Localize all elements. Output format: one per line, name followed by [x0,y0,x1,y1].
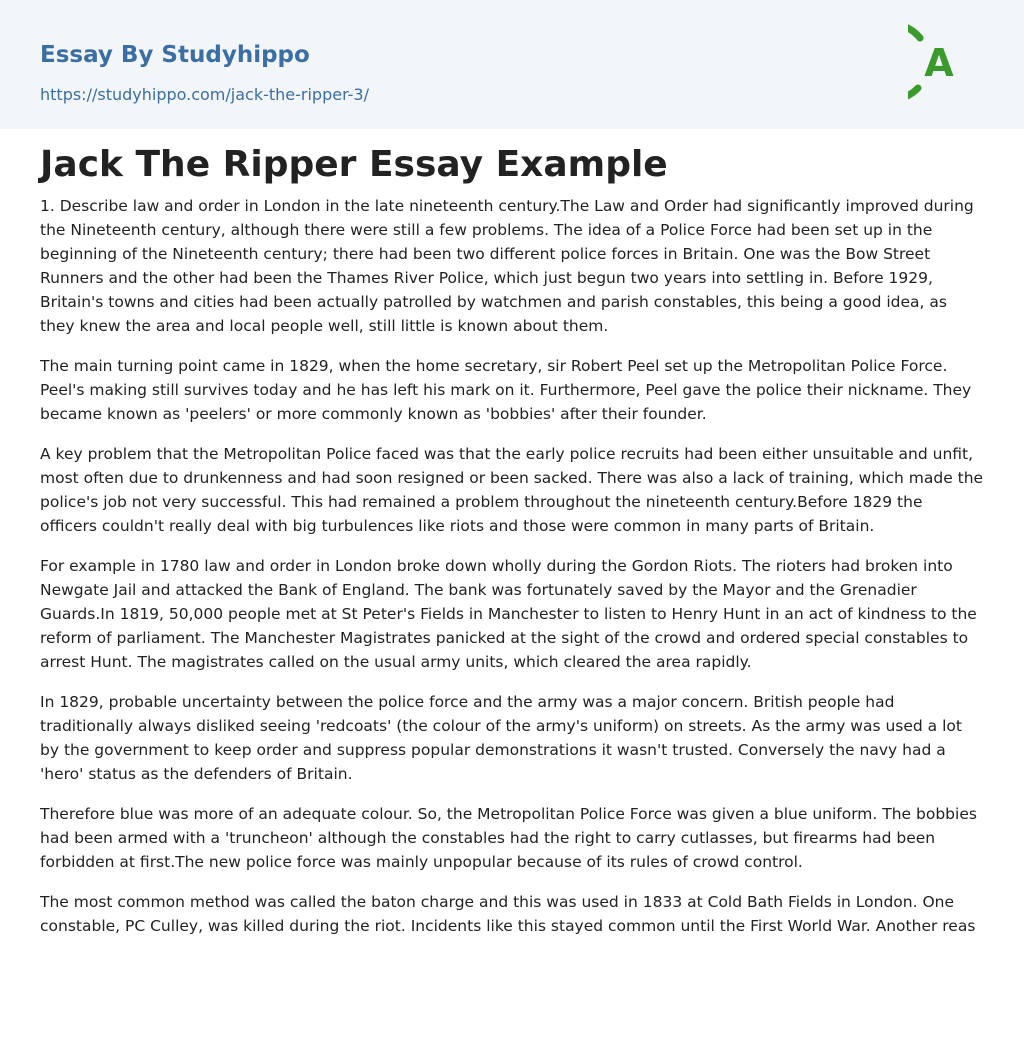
essay-paragraph: In 1829, probable uncertainty between the police force and the army was a major concern. British people had traditionally always disliked seeing 'redcoats' (the colour of the army's uniform) on streets. As the army was used a lot by the government to keep order and suppress popular demonstrations it wasn't trusted. Conversely the navy had a 'hero' status as the defenders of Britain. [40,693,962,783]
essay-paragraph: Therefore blue was more of an adequate colour. So, the Metropolitan Police Force was given a blue uniform. The bobbies had been armed with a 'truncheon' although the constables had the right to carry cutlasses, but firearms had been forbidden at first.The new police force was mainly unpopular because of its rules of crowd control. [40,805,977,871]
essay-body [40,194,984,954]
essay-paragraph: The most common method was called the baton charge and this was used in 1833 at Cold Bath Fields in London. One constable, PC Culley, was killed during the riot. Incidents like this stayed common until the First World War. Another reas [40,893,976,935]
essay-paragraph: A key problem that the Metropolitan Police faced was that the early police recruits had been either unsuitable and unfit, most often due to drunkenness and had soon resigned or been sacked. There was also a lack of training, which made the police's job not very successful. This had remained a problem throughout the nineteenth century.Before 1829 the officers couldn't really deal with big turbulences like riots and those were common in many parts of Britain. [40,445,984,535]
essay-paragraph: 1. Describe law and order in London in the late nineteenth century.The Law and Order had significantly improved during the Nineteenth century, although there were still a few problems. The idea of a Police Force had been set up in the beginning of the Nineteenth century; there had been two different police forces in Britain. One was the Bow Street Runners and the other had been the Thames River Police, which just begun two years into settling in. Before 1929, Britain's towns and cities had been actually patrolled by watchmen and parish constables, this being a good idea, as they knew the area and local people well, still little is known about them. [40,197,974,335]
essay-url-link[interactable]: https://studyhippo.com/jack-the-ripper-3/ [40,85,369,104]
logo-letter: A [924,41,954,85]
site-brand[interactable]: Essay By Studyhippo [40,42,310,68]
essay-paragraph: The main turning point came in 1829, when the home secretary, sir Robert Peel set up the Metropolitan Police Force. Peel's making still survives today and he has left his mark on it. Furthermore, Peel gave the police their nickname. They became known as 'peelers' or more commonly known as 'bobbies' after their founder. [40,357,972,423]
essay-paragraph: For example in 1780 law and order in London broke down wholly during the Gordon Riots. The rioters had broken into Newgate Jail and attacked the Bank of England. The bank was fortunately saved by the Mayor and the Grenadier Guards.In 1819, 50,000 people met at St Peter's Fields in Manchester to listen to Henry Hunt in an act of kindness to the reform of parliament. The Manchester Magistrates panicked at the sight of the crowd and ordered special constables to arrest Hunt. The magistrates called on the usual army units, which cleared the area rapidly. [40,557,977,671]
essay-title: Jack The Ripper Essay Example [40,144,668,185]
studyhippo-logo-icon[interactable] [908,18,988,106]
site-header [0,0,1024,129]
